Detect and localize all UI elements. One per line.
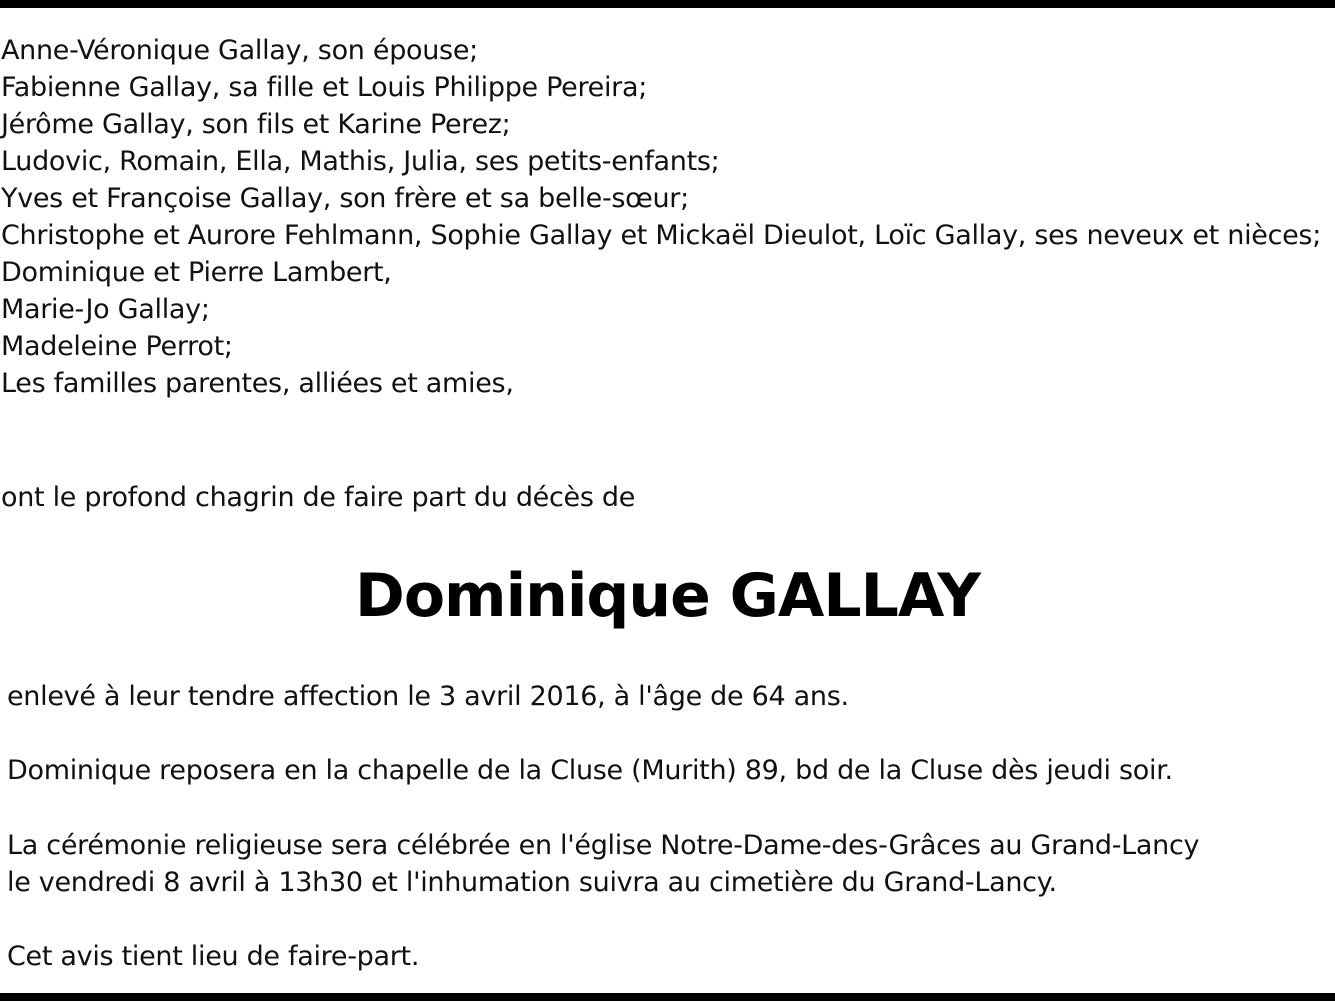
passing-statement xyxy=(7,678,1327,715)
announcement-intro: ont le profond chagrin de faire part du décès de xyxy=(1,482,636,513)
mourner-line: Anne-Véronique Gallay, son épouse; xyxy=(1,35,478,66)
bottom-border-rule xyxy=(0,993,1335,1001)
rest-text: Dominique reposera en la chapelle de la Cluse (Murith) 89, bd de la Cluse dès jeudi soir. xyxy=(7,755,1173,786)
mourner-line: Marie-Jo Gallay; xyxy=(1,294,210,325)
ceremony-statement xyxy=(7,827,1327,901)
mourner-line: Dominique et Pierre Lambert, xyxy=(1,257,392,288)
mourner-line: Madeleine Perrot; xyxy=(1,331,233,362)
mourners-list xyxy=(1,32,1331,402)
mourner-line: Ludovic, Romain, Ella, Mathis, Julia, ses petits-enfants; xyxy=(1,146,720,177)
rest-statement xyxy=(7,752,1327,789)
mourner-line: Jérôme Gallay, son fils et Karine Perez; xyxy=(1,109,511,140)
notice-text: Cet avis tient lieu de faire-part. xyxy=(7,941,420,972)
ceremony-line-2: le vendredi 8 avril à 13h30 et l'inhumation suivra au cimetière du Grand-Lancy. xyxy=(7,867,1057,898)
top-border-rule xyxy=(0,0,1335,8)
mourner-line: Les familles parentes, alliées et amies, xyxy=(1,368,514,399)
mourner-line: Fabienne Gallay, sa fille et Louis Philippe Pereira; xyxy=(1,72,648,103)
deceased-name: Dominique GALLAY xyxy=(355,561,980,631)
ceremony-line-1: La cérémonie religieuse sera célébrée en l'église Notre-Dame-des-Grâces au Grand-Lancy xyxy=(7,830,1200,861)
passing-text: enlevé à leur tendre affection le 3 avril 2016, à l'âge de 64 ans. xyxy=(7,681,849,712)
notice-statement xyxy=(7,938,1327,975)
mourner-line: Christophe et Aurore Fehlmann, Sophie Gallay et Mickaël Dieulot, Loïc Gallay, ses neveux et nièces; xyxy=(1,220,1321,251)
mourner-line: Yves et Françoise Gallay, son frère et sa belle-sœur; xyxy=(1,183,689,214)
